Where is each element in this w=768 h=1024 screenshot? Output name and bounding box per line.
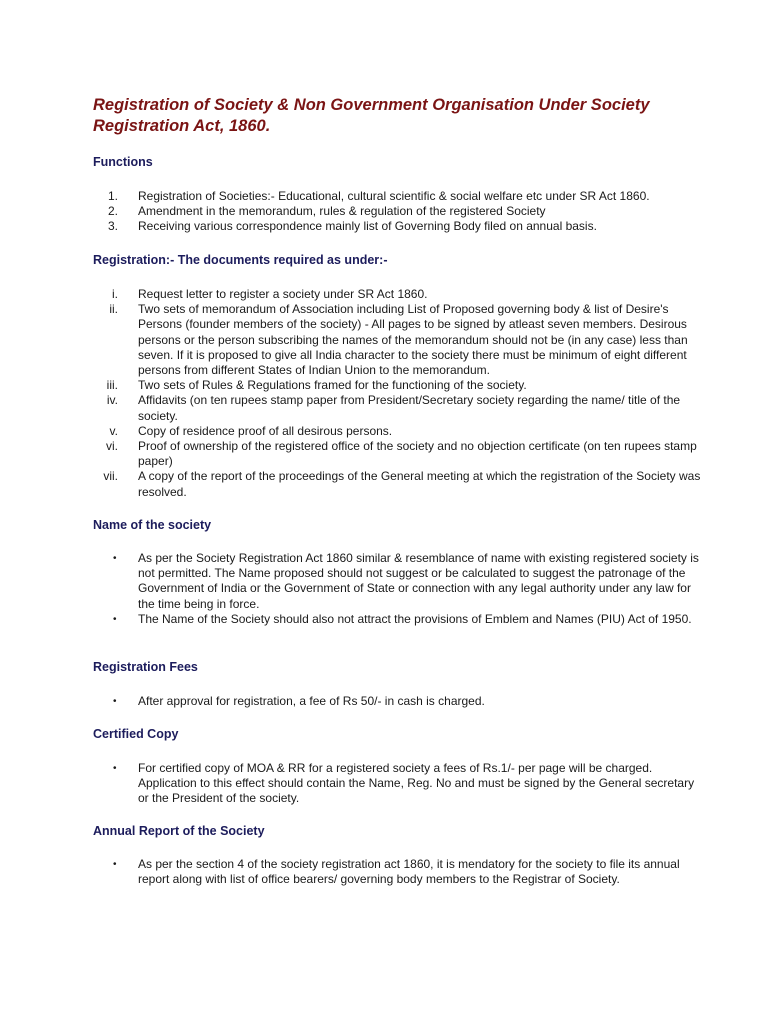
registration-fees-list <box>0 694 768 709</box>
list-item <box>0 302 768 378</box>
bullet-icon: • <box>113 613 117 625</box>
list-item <box>0 424 768 439</box>
heading-certified-copy: Certified Copy <box>93 727 179 741</box>
heading-registration: Registration:- The documents required as under:- <box>93 253 388 267</box>
functions-list <box>0 189 768 235</box>
list-item <box>0 204 768 219</box>
bullet-icon: • <box>113 696 117 707</box>
list-marker: ii. <box>109 302 118 317</box>
list-marker: 1. <box>107 189 118 203</box>
bullet-icon: • <box>113 763 117 774</box>
list-item-text: As per the section 4 of the society registration act 1860, it is mendatory for the society to file its annual report along with list of office bearers/ governing body members to the Registrar of Society. <box>138 857 680 887</box>
list-item-text: Two sets of Rules & Regulations framed for the functioning of the society. <box>138 378 527 393</box>
list-item-text: A copy of the report of the proceedings of the General meeting at which the registration of the Society was resolved. <box>138 469 701 499</box>
list-item <box>0 219 768 234</box>
list-item-text: Copy of residence proof of all desirous persons. <box>138 423 393 438</box>
list-item <box>0 612 768 627</box>
heading-annual-report: Annual Report of the Society <box>93 824 265 838</box>
heading-functions: Functions <box>93 155 153 169</box>
list-item-text: Receiving various correspondence mainly list of Governing Body filed on annual basis. <box>138 219 597 234</box>
list-item-text: As per the Society Registration Act 1860 similar & resemblance of name with existing registered society is not permitted. The Name proposed should not suggest or be calculated to suggest the patronage of the Government of India or the Government of State or connection with any legal authority under any law for the time being in force. <box>138 551 699 611</box>
list-item <box>0 694 768 709</box>
certified-copy-list <box>0 761 768 807</box>
list-item <box>0 761 768 807</box>
annual-report-list <box>0 857 768 887</box>
list-item <box>0 393 768 423</box>
list-item <box>0 287 768 302</box>
list-item <box>0 439 768 469</box>
document-title: Registration of Society & Non Government Organisation Under Society Registration Act, 1860. <box>93 96 650 135</box>
list-item-text: After approval for registration, a fee of Rs 50/- in cash is charged. <box>138 694 485 708</box>
list-item <box>0 857 768 887</box>
list-marker: v. <box>109 423 118 438</box>
list-item <box>0 551 768 612</box>
list-item-text: Registration of Societies:- Educational, cultural scientific & social welfare etc under SR Act 1860. <box>138 189 650 203</box>
list-marker: 3. <box>107 219 118 234</box>
list-marker: i. <box>112 287 118 301</box>
list-item-text: For certified copy of MOA & RR for a registered society a fees of Rs.1/- per page will be charged. Application to this effect should contain the Name, Reg. No and must be signed by the General secretary or the President of the society. <box>138 761 695 806</box>
list-marker: iv. <box>106 393 118 408</box>
list-item-text: Two sets of memorandum of Association including List of Proposed governing body & list of Desire's Persons (founder members of the society) - All pages to be signed by atleast seven members. Desirous persons or the person subscribing the names of the memorandum should not be (in any case) less than seven. If it is proposed to give all India character to the society there must be minimum of eight different persons from different States of Indian Union to the memorandum. <box>138 302 688 378</box>
list-item-text: Request letter to register a society under SR Act 1860. <box>138 287 428 301</box>
heading-name-of-society: Name of the society <box>93 518 212 532</box>
bullet-icon: • <box>113 859 117 870</box>
list-item-text: Proof of ownership of the registered office of the society and no objection certificate (on ten rupees stamp paper) <box>138 439 697 469</box>
list-marker: vi. <box>106 439 118 454</box>
list-marker: iii. <box>106 378 118 393</box>
list-item <box>0 189 768 204</box>
registration-documents-list <box>0 287 768 500</box>
list-item <box>0 378 768 393</box>
list-marker: vii. <box>103 469 118 484</box>
list-item <box>0 469 768 499</box>
list-item-text: Affidavits (on ten rupees stamp paper from President/Secretary society regarding the name/ title of the society. <box>138 393 681 423</box>
list-item-text: Amendment in the memorandum, rules & regulation of the registered Society <box>138 204 546 219</box>
list-item-text: The Name of the Society should also not attract the provisions of Emblem and Names (PIU) Act of 1950. <box>138 611 692 626</box>
heading-registration-fees: Registration Fees <box>93 660 198 674</box>
name-of-society-list <box>0 551 768 627</box>
list-marker: 2. <box>107 204 118 219</box>
bullet-icon: • <box>113 553 117 564</box>
